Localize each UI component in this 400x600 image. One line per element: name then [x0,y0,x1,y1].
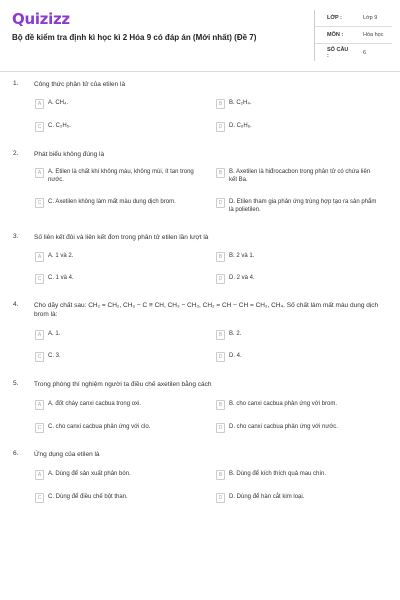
option-letter-box: D [216,122,225,132]
info-value: 6 [363,49,367,56]
option-a[interactable] [35,99,198,109]
option-a[interactable] [35,400,198,410]
option-letter-box: B [216,168,225,178]
quizizz-logo: Quizizz [12,10,70,28]
option-text: B. 2. [229,331,242,337]
option-letter-box: D [216,352,225,362]
option-d[interactable] [216,122,379,132]
option-letter-box: D [216,198,225,208]
option-letter-box: D [216,274,225,284]
option-text: A. 1 và 2. [48,253,74,259]
document-header [0,0,400,72]
question-number: 1. [13,80,19,87]
option-letter-box: C [35,352,44,362]
option-a[interactable] [35,470,198,480]
question-number: 6. [13,450,19,457]
option-letter-box: B [216,330,225,340]
option-text: D. C₆H₆. [229,123,252,129]
option-letter-box: A [35,99,44,109]
option-letter-box: A [35,168,44,178]
question-number: 2. [13,150,19,157]
option-letter-box: B [216,252,225,262]
option-text: B. C₂H₄. [229,100,252,106]
option-letter-box: A [35,330,44,340]
option-d[interactable] [216,493,379,503]
option-text: C. C₂H₅. [48,123,71,129]
option-c[interactable] [35,274,198,284]
option-b[interactable] [216,400,379,410]
option-letter-box: D [216,493,225,503]
option-letter-box: B [216,400,225,410]
option-c[interactable] [35,493,198,503]
option-letter-box: C [35,122,44,132]
info-box [314,10,392,61]
option-text: C. Dùng để điều chế bột than. [48,494,128,500]
option-text: C. 1 và 4. [48,275,74,281]
question-number: 4. [13,301,19,308]
question-text: Cho dãy chất sau: CH₂ = CH₂, CH₃ − C ≡ CH, CH₃ − CH₃, CH₂ = CH − CH = CH₂, CH₄. Số chất làm mất màu dung dịch brom là: [34,302,379,318]
info-label: MÔN : [327,32,344,38]
option-text: B. Axetilen là hiđrocacbon trong phân tử có chứa liên kết Ba. [229,169,371,183]
option-a[interactable] [35,252,198,262]
option-d[interactable] [216,423,379,433]
option-text: B. cho canxi cacbua phản ứng với brom. [229,401,338,407]
option-letter-box: B [216,470,225,480]
question-text: Phát biểu không đúng là [34,151,105,158]
info-value: Hóa học [363,32,384,38]
option-letter-box: C [35,274,44,284]
info-value: Lớp 9 [363,15,378,21]
option-letter-box: C [35,423,44,433]
option-letter-box: A [35,470,44,480]
question-text: Ứng dụng của etilen là [34,451,100,458]
option-text: B. 2 và 1. [229,253,255,259]
option-b[interactable] [216,470,379,480]
option-text: D. Etilen tham gia phản ứng trùng hợp tạo ra sản phẩm là polietilen. [229,199,377,213]
info-label: LỚP : [327,15,342,21]
question-text: Công thức phân tử của etilen là [34,81,126,88]
option-b[interactable] [216,99,379,109]
option-c[interactable] [35,198,198,208]
option-d[interactable] [216,352,379,362]
option-letter-box: A [35,252,44,262]
option-letter-box: C [35,493,44,503]
option-letter-box: D [216,423,225,433]
question-number: 5. [13,380,19,387]
option-text: C. Axetilen không làm mất màu dung dịch brom. [48,199,176,205]
option-d[interactable] [216,198,379,214]
option-text: A. Dùng để sản xuất phân bón. [48,471,131,477]
option-text: B. Dùng để kích thích quả mau chín. [229,471,327,477]
question-text: Trong phòng thí nghiệm người ta điều chế axetilen bằng cách [34,381,212,388]
option-letter-box: A [35,400,44,410]
info-row-count [315,44,392,61]
option-text: A. Etilen là chất khí không màu, không mùi, ít tan trong nước. [48,169,194,183]
option-b[interactable] [216,168,379,184]
option-text: C. cho canxi cacbua phản ứng với clo. [48,424,151,430]
option-c[interactable] [35,122,198,132]
option-text: A. CH₄. [48,100,69,106]
option-c[interactable] [35,352,198,362]
option-text: D. 4. [229,353,242,359]
option-a[interactable] [35,330,198,340]
info-row-subject [315,27,392,44]
info-label: SỐ CÂU : [327,46,349,59]
question-text: Số liên kết đôi và liên kết đơn trong phân tử etilen lần lượt là [34,234,209,241]
option-b[interactable] [216,252,379,262]
option-d[interactable] [216,274,379,284]
question-number: 3. [13,233,19,240]
option-letter-box: B [216,99,225,109]
option-text: D. Dùng để hàn cắt kim loại. [229,494,305,500]
option-c[interactable] [35,423,198,433]
option-text: D. 2 và 4. [229,275,255,281]
option-text: D. cho canxi cacbua phản ứng với nước. [229,424,338,430]
document-title: Bộ đề kiểm tra định kì học kì 2 Hóa 9 có đáp án (Mới nhất) (Đề 7) [12,33,257,42]
option-text: A. 1. [48,331,61,337]
option-text: A. đốt cháy canxi cacbua trong oxi. [48,401,142,407]
option-b[interactable] [216,330,379,340]
info-row-class [315,10,392,27]
option-text: C. 3. [48,353,61,359]
option-letter-box: C [35,198,44,208]
option-a[interactable] [35,168,198,184]
